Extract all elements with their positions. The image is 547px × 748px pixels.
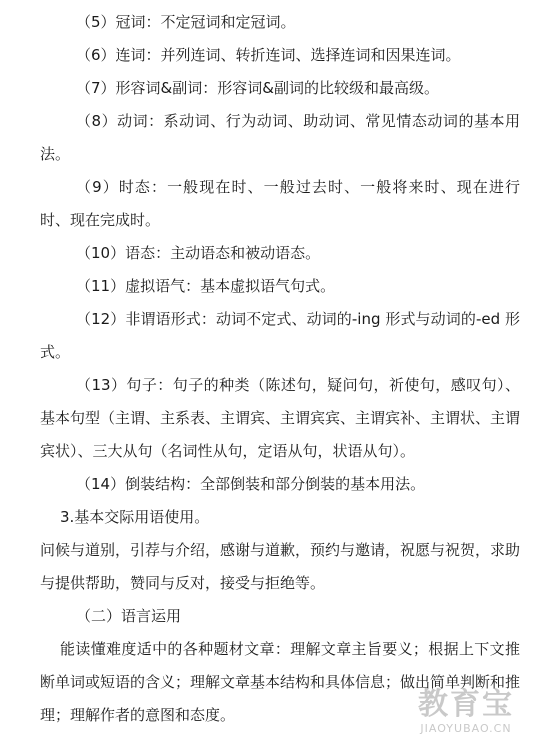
paragraph-communication: 问候与道别，引荐与介绍，感谢与道歉，预约与邀请，祝愿与祝贺，求助与提供帮助，赞同与反对，接受与拒绝等。 <box>40 541 521 592</box>
paragraph-inversion: （14）倒装结构：全部倒装和部分倒装的基本用法。 <box>76 475 426 493</box>
paragraph-verb: （8）动词：系动词、行为动词、助动词、常见情态动词的基本用法。 <box>40 112 520 163</box>
paragraph-non-finite: （12）非谓语形式：动词不定式、动词的-ing 形式与动词的-ed 形式。 <box>40 310 520 361</box>
paragraph-adjective-adverb: （7）形容词&副词：形容词&副词的比较级和最高级。 <box>76 79 439 97</box>
paragraph-article: （5）冠词：不定冠词和定冠词。 <box>76 13 296 31</box>
paragraph-conjunction: （6）连词：并列连词、转折连词、选择连词和因果连词。 <box>76 46 461 64</box>
watermark-logo-text: 教育宝 <box>418 687 514 722</box>
paragraph-sentence: （13）句子：句子的种类（陈述句，疑问句，祈使句，感叹句）、基本句型（主谓、主系表、主谓宾、主谓宾宾、主谓宾补、主谓状、主谓宾状）、三大从句（名词性从句，定语从句，状语从句）。 <box>40 376 521 460</box>
paragraph-subjunctive: （11）虚拟语气：基本虚拟语气句式。 <box>76 277 336 295</box>
watermark-url: JIAOYUBAO.CN <box>420 722 512 735</box>
section-heading-language-use: （二）语言运用 <box>76 607 182 625</box>
paragraph-reading: 能读懂难度适中的各种题材文章：理解文章主旨要义；根据上下文推断单词或短语的含义；理解文章基本结构和具体信息；做出简单判断和推理；理解作者的意图和态度。 <box>40 640 521 724</box>
paragraph-voice: （10）语态：主动语态和被动语态。 <box>76 244 321 262</box>
section-heading-communication: 3.基本交际用语使用。 <box>60 508 210 526</box>
paragraph-tense: （9）时态：一般现在时、一般过去时、一般将来时、现在进行时、现在完成时。 <box>40 178 520 229</box>
watermark-logo <box>391 688 541 740</box>
